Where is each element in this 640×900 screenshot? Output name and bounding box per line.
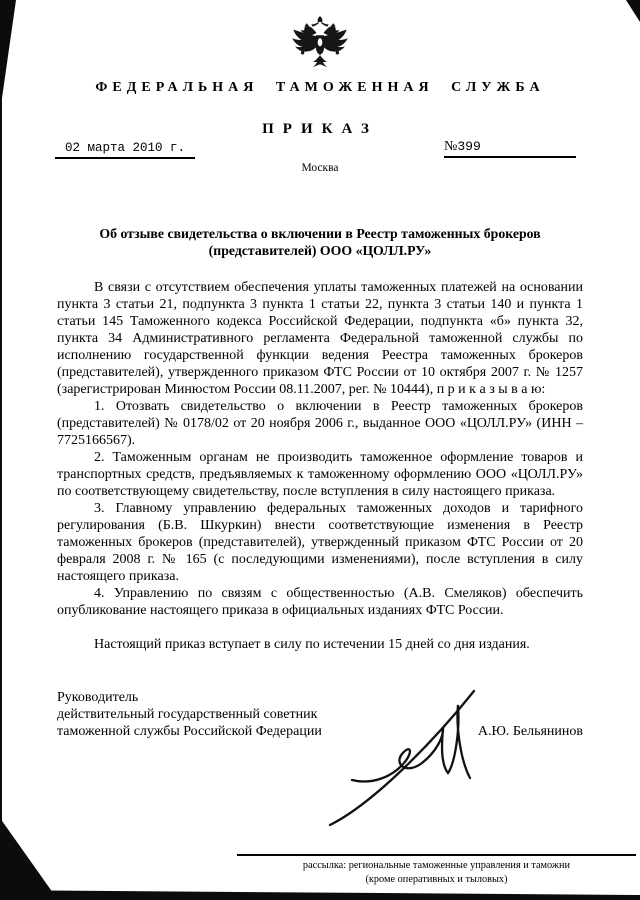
document-type-heading: ПРИКАЗ — [262, 121, 378, 137]
scan-edge-top-right — [626, 0, 640, 22]
agency-name: ФЕДЕРАЛЬНАЯ ТАМОЖЕННАЯ СЛУЖБА — [95, 80, 545, 95]
scan-edge-bottom — [0, 889, 640, 900]
signatory-position-line3: таможенной службы Российской Федерации — [57, 724, 322, 739]
footer-divider — [237, 854, 636, 856]
paragraph-item-2: 2. Таможенным органам не производить таможенное оформление товаров и транспортных средств, предъявляемых к таможенному оформлению ООО «ЦОЛЛ.РУ» по соответствующему свидетельству, после вступления в силу настоящего приказа. — [57, 450, 583, 499]
order-title — [57, 225, 583, 259]
number-value: 399 — [457, 139, 481, 154]
distribution-line1: рассылка: региональные таможенные управления и таможни — [302, 860, 571, 871]
signatory-position — [57, 689, 322, 740]
order-title-line1: Об отзыве свидетельства о включении в Реестр таможенных брокеров — [99, 226, 541, 241]
number-sign: № — [444, 139, 458, 154]
signatory-position-line1: Руководитель — [57, 690, 139, 705]
paragraph-closing: Настоящий приказ вступает в силу по истечении 15 дней со дня издания. — [94, 637, 530, 652]
signatory-name: А.Ю. Бельянинов — [477, 724, 583, 739]
signatory-position-line2: действительный государственный советник — [57, 707, 318, 722]
paragraph-item-1: 1. Отозвать свидетельство о включении в Реестр таможенных брокеров (представителей) № 0178/02 от 20 ноября 2006 г., выданное ООО «ЦОЛЛ.РУ» (ИНН – 7725166567). — [57, 399, 583, 448]
scan-edge-bottom-left — [0, 818, 58, 900]
paragraph-preamble: В связи с отсутствием обеспечения уплаты таможенных платежей на основании пункта 3 статьи 21, подпункта 3 пункта 1 статьи 22, пункта 3 статьи 140 и пункта 1 статьи 145 Таможенного кодекса Российской Федерации, подпункта «б» пункта 32, пункта 34 Административного регламента Федеральной таможенной службы по исполнению государственной функции ведения Реестра таможенных брокеров (представителей), утвержденного приказом ФТС России от 10 октября 2007 г. № 1257 (зарегистрирован Минюстом России 08.11.2007, рег. № 10444), п р и к а з ы в а ю: — [57, 280, 583, 397]
paragraph-item-3: 3. Главному управлению федеральных таможенных доходов и тарифного регулирования (Б.В. Шкуркин) внести соответствующие изменения в Реестр таможенных брокеров (представителей), утвержденный приказом ФТС России от 20 февраля 2008 г. № 165 (с последующими изменениями), после вступления в силу настоящего приказа. — [57, 501, 583, 584]
date-value: 02 марта 2010 г. — [64, 141, 186, 155]
signature-block — [57, 689, 583, 740]
date-field — [55, 141, 195, 159]
paragraph-item-4: 4. Управлению по связям с общественностью (А.В. Смеляков) обеспечить опубликование настоящего приказа в официальных изданиях ФТС России. — [57, 586, 583, 618]
distribution-line2: (кроме оперативных и тыловых) — [365, 874, 508, 885]
order-title-line2: (представителей) ООО «ЦОЛЛ.РУ» — [208, 243, 432, 258]
document-body — [57, 225, 583, 740]
coat-of-arms-icon — [291, 16, 349, 72]
city-label: Москва — [301, 162, 339, 174]
number-field — [444, 139, 576, 158]
distribution-note — [237, 859, 636, 887]
